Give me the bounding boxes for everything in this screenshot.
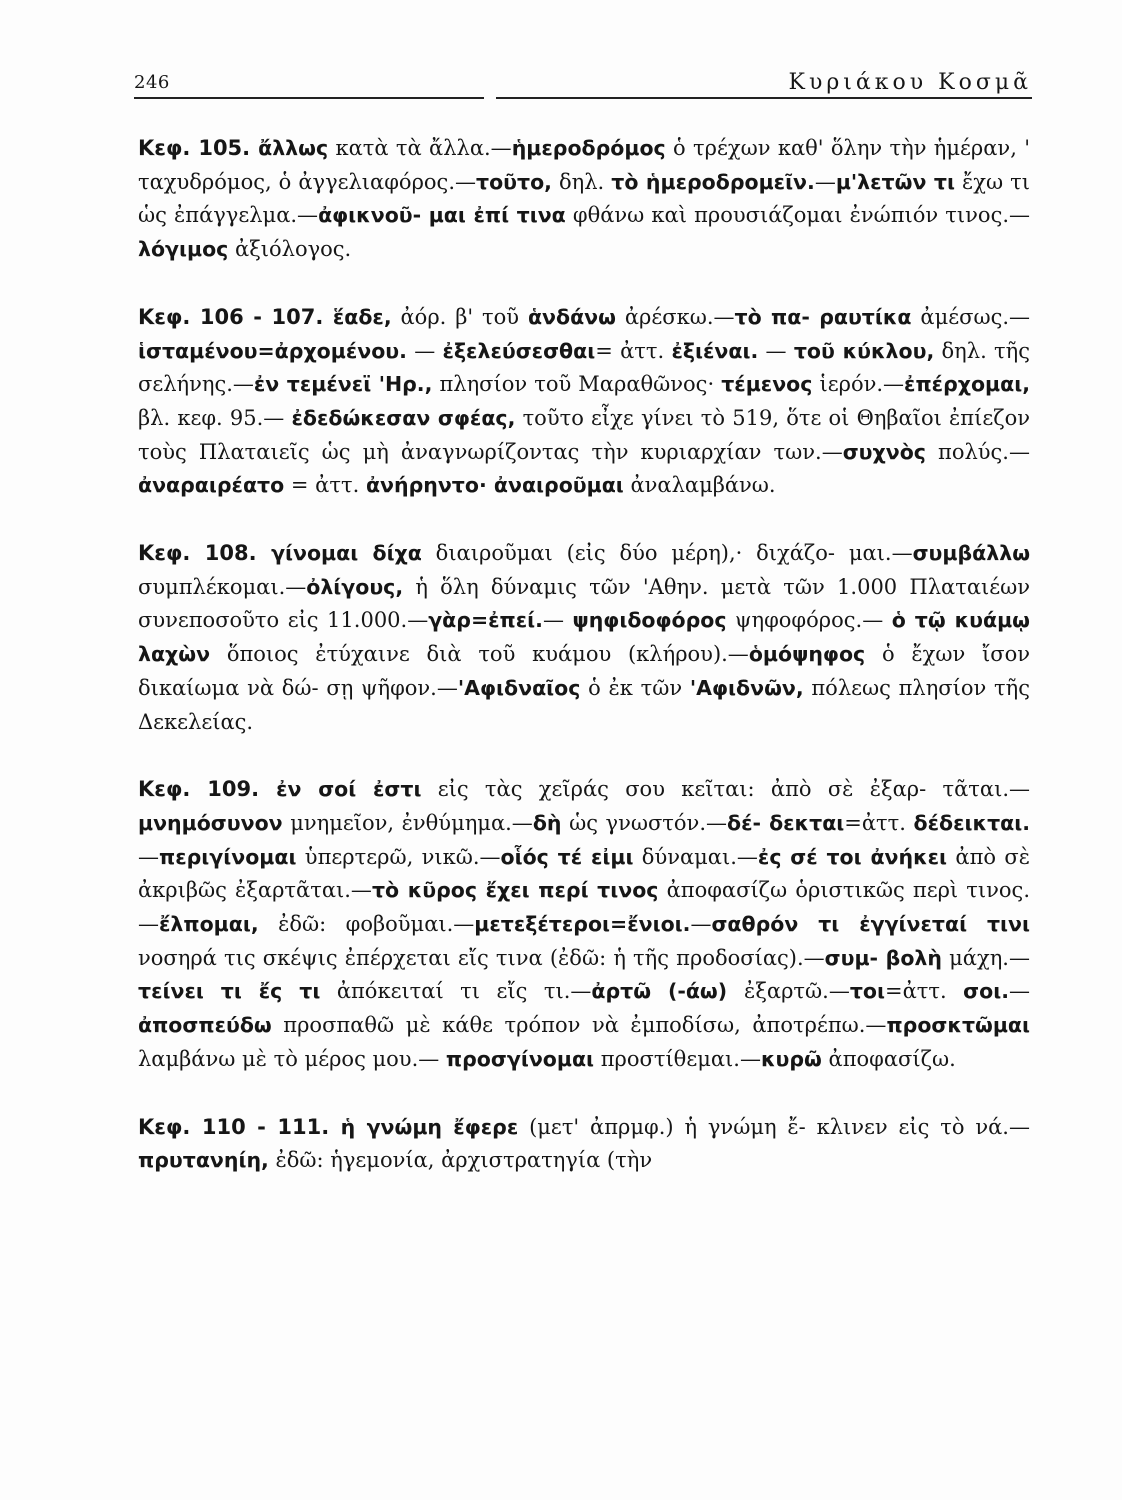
gloss-text: κατὰ τὰ ἄλλα.— <box>328 136 512 160</box>
gloss-text: συμπλέκομαι.— <box>138 574 307 599</box>
chapter-heading: Κεφ. 110 - 111. <box>138 1114 341 1139</box>
lemma-term: γίνομαι δίχα <box>271 541 422 566</box>
section-paragraph <box>138 132 1030 267</box>
gloss-text: = ἀττ. <box>595 338 672 363</box>
gloss-text: — <box>542 608 573 633</box>
gloss-text: καθ' ὅλην τὴν ἡμέραν, ' ταχυδρόμος, ὁ ἀγγελιαφόρος.— <box>138 136 1030 194</box>
gloss-text: μαι.— <box>848 541 913 566</box>
gloss-text: ἐδῶ: φοβοῦμαι.— <box>278 912 475 937</box>
lemma-term: ψηφιδοφόρος <box>572 608 727 633</box>
gloss-text: τᾶται.— <box>942 777 1030 802</box>
page-number: 246 <box>134 72 170 93</box>
lemma-term: ἁνδάνω <box>527 304 616 329</box>
lemma-term: ἐδεδώκεσαν σφέας, <box>291 405 516 430</box>
gloss-text: — <box>406 338 443 363</box>
gloss-text: ἀπὸ σὲ ἀκριβῶς ἐξαρτᾶται.— <box>138 844 1030 903</box>
lemma-term: προσγίνομαι <box>445 1046 595 1071</box>
gloss-text <box>926 440 938 464</box>
gloss-text: ἀποφασίζω ὁριστικῶς περὶ τινος.— <box>138 878 1030 937</box>
lemma-term: ἐξελεύσεσθαι <box>442 338 596 363</box>
gloss-text: τοῦτο εἶχε γίνει τὸ 519, ὅτε οἱ Θηβαῖοι ἐπίεζον <box>515 405 1030 430</box>
gloss-text: ἀρέσκω.— <box>615 304 735 329</box>
gloss-text: — <box>758 338 794 363</box>
gloss-text: εἰς τὰς χεῖράς σου κεῖται: ἀπὸ σὲ ἐξαρ- <box>421 777 943 802</box>
lemma-term: λόγιμος <box>138 237 229 262</box>
gloss-text: νὰ ἐμποδίσω, ἀποτρέπω.— <box>591 1013 887 1038</box>
gloss-text: τοὺς Πλαταιεῖς ὡς μὴ ἀναγνωρίζοντας τὴν κυριαρχίαν των.— <box>138 439 843 464</box>
gloss-text: — <box>138 844 159 869</box>
lemma-term: ἀνήρηντο· ἀναιροῦμαι <box>365 473 624 498</box>
lemma-term: κῦρος ἔχει περί τινος <box>407 878 659 903</box>
chapter-heading: Κεφ. 106 - 107. <box>138 304 333 329</box>
gloss-text: ὡς γνωστόν.— <box>561 810 728 835</box>
lemma-term: σαθρόν τι ἐγγίνεταί τινι <box>711 912 1030 937</box>
lemma-term: ἄλλως <box>258 136 329 160</box>
gloss-text: Δεκελείας. <box>138 709 254 734</box>
lemma-term: σοι. <box>963 979 1009 1004</box>
section-paragraph <box>138 1111 1030 1178</box>
gloss-text: — <box>1008 979 1030 1004</box>
lemma-term: τὸ πα- <box>734 304 820 329</box>
header-rule-left <box>134 97 484 99</box>
gloss-text: ἀόρ. β' τοῦ <box>391 304 528 329</box>
gloss-text: δύναμαι.— <box>633 844 758 869</box>
gloss-text: μάχη.— <box>942 945 1030 970</box>
lemma-term: 'Αφιδναῖος <box>457 675 581 700</box>
lemma-term: ἀρτῶ (-άω) <box>591 979 745 1004</box>
lemma-term: τοῦτο, <box>476 169 552 194</box>
gloss-text: ἀποφασίζω. <box>821 1046 956 1071</box>
gloss-text: ἱερόν.— <box>812 372 905 397</box>
running-head: Κυριάκου Κοσμᾶ <box>788 70 1032 95</box>
gloss-text: πολύς.— <box>938 439 1030 464</box>
lemma-term: μνημόσυνον <box>138 810 283 835</box>
lemma-term: ἡ γνώμη ἔφερε <box>340 1114 519 1139</box>
chapter-heading: Κεφ. 108. <box>138 541 272 566</box>
lemma-term: πρυτανηίη, <box>138 1148 269 1173</box>
gloss-text <box>228 237 235 261</box>
gloss-text: ψηφοφόρος.— <box>726 608 892 633</box>
section-paragraph <box>138 773 1030 1076</box>
gloss-text: = ἀττ. <box>284 473 366 498</box>
lemma-term: συμβάλλω <box>912 541 1031 566</box>
gloss-text: βλ. κεφ. 95.— <box>138 405 292 430</box>
lemma-term: δέ- <box>727 810 770 835</box>
lemma-term: τείνει τι ἔς τι <box>138 979 321 1004</box>
gloss-text: πόλεως πλησίον τῆς <box>803 675 1030 700</box>
gloss-text: κλινεν εἰς τὸ νά.— <box>816 1114 1030 1139</box>
lemma-term: μετεξέτεροι=ἔνιοι. <box>474 912 691 937</box>
lemma-term: δὴ <box>532 810 562 835</box>
lemma-term: εἰμι <box>590 844 634 869</box>
lemma-term: τὸ <box>371 878 408 903</box>
header-rule-right <box>496 97 1032 99</box>
lemma-term: μαι ἐπί τινα <box>428 203 566 228</box>
lemma-term: 'Αφιδνῶν, <box>689 675 804 700</box>
lemma-term: μ'λετῶν τι <box>835 169 955 194</box>
lemma-term: ἐν τεμένεϊ 'Ηρ., <box>253 372 433 397</box>
gloss-text: λαμβάνω μὲ τὸ μέρος μου.— <box>138 1046 446 1071</box>
lemma-term: τὸ ἡμεροδρομεῖν. <box>611 169 815 194</box>
gloss-text: ἀμέσως.— <box>911 304 1031 329</box>
gloss-text: ὁ ἔχων ἴσον δικαίωμα νὰ δώ- <box>138 642 1030 700</box>
gloss-text: δηλ. <box>551 169 612 194</box>
lemma-term: ἐν σοί ἐστι <box>276 777 422 802</box>
lemma-term: ὁ τῷ κυάμῳ λαχὼν <box>138 608 1030 667</box>
gloss-text: ἔχω τι ὡς ἐπάγγελμα.— <box>138 169 1030 228</box>
gloss-text: ἀπόκειταί τι εἴς τι.— <box>320 979 592 1004</box>
lemma-term: προσκτῶμαι <box>886 1013 1030 1038</box>
page-header <box>134 66 1032 100</box>
lemma-term: ἱσταμένου=ἀρχομένου. <box>138 338 407 363</box>
gloss-text: προσπαθῶ μὲ κάθε τρόπον <box>271 1013 592 1038</box>
lemma-term: ἔλπομαι, <box>159 912 259 937</box>
lemma-term: τοι <box>849 979 885 1004</box>
lemma-term: ἕαδε, <box>332 304 392 329</box>
section-paragraph <box>138 537 1030 739</box>
gloss-text: =ἀττ. <box>844 810 914 835</box>
lemma-term: ἀποσπεύδω <box>138 1013 272 1038</box>
gloss-text: — <box>690 912 712 937</box>
chapter-heading: Κεφ. 109. <box>138 777 277 802</box>
lemma-term: ἐπέρχομαι, <box>904 372 1030 397</box>
lemma-term: ἐς σέ τοι ἀνήκει <box>757 844 948 869</box>
gloss-text: μνημεῖον, ἐνθύμημα.— <box>282 810 533 835</box>
commentary-section <box>138 301 1030 503</box>
gloss-text: ἐξαρτῶ.— <box>744 979 850 1004</box>
gloss-text: ὁ ἐκ τῶν <box>580 675 690 700</box>
commentary-section <box>138 132 1030 267</box>
lemma-term: γὰρ=ἐπεί. <box>428 608 543 633</box>
gloss-text: ἐδῶ: ἡγεμονία, ἀρχιστρατηγία (τὴν <box>268 1148 653 1173</box>
lemma-term: ὁμόψηφος <box>748 642 866 667</box>
section-paragraph <box>138 301 1030 503</box>
lemma-term: συμ- <box>824 945 886 970</box>
chapter-heading: Κεφ. 105. <box>138 136 259 160</box>
lemma-term: ἀφικνοῦ- <box>318 203 429 228</box>
lemma-term: δεκται <box>769 810 845 835</box>
lemma-term: οἷός τέ <box>500 844 591 869</box>
gloss-text: διαιροῦμαι (εἰς δύο μέρη),· διχάζο- <box>421 541 849 566</box>
gloss-text: — <box>814 169 836 194</box>
lemma-term: ἐξιέναι. <box>671 338 759 363</box>
lemma-term: τέμενος <box>721 372 813 397</box>
lemma-term: περιγίνομαι <box>159 844 297 869</box>
gloss-text: ὑπερτερῶ, νικῶ.— <box>296 844 501 869</box>
lemma-term: ὀλίγους, <box>306 574 404 599</box>
gloss-text: ὅποιος ἐτύχαινε <box>210 642 427 667</box>
gloss-text: δηλ. τῆς σελήνης.— <box>138 338 1030 397</box>
gloss-text: ἡ ὅλη δύναμις τῶν 'Αθην. <box>403 574 721 599</box>
lemma-term: δέδεικται. <box>913 810 1031 835</box>
gloss-text: (μετ' ἀπρμφ.) ἡ γνώμη ἔ- <box>518 1114 817 1139</box>
gloss-text: διὰ τοῦ κυάμου (κλήρου).— <box>426 642 749 667</box>
lemma-term: ἀναραιρέατο <box>138 473 285 498</box>
commentary-section <box>138 1111 1030 1178</box>
lemma-term: κυρῶ <box>760 1046 822 1071</box>
lemma-term: βολὴ <box>885 945 942 970</box>
commentary-section <box>138 537 1030 739</box>
gloss-text: =ἀττ. <box>884 979 964 1004</box>
lemma-term: συχνὸς <box>842 439 926 464</box>
gloss-text: πλησίον τοῦ Μαραθῶνος· <box>439 372 722 397</box>
lemma-term: ραυτίκα <box>819 304 912 329</box>
commentary-body <box>138 132 1030 1212</box>
gloss-text: ἀναλαμβάνω. <box>623 473 776 498</box>
gloss-text: νοσηρά τις σκέψις ἐπέρχεται εἴς τινα (ἐδῶ: ἡ τῆς προδοσίας).— <box>138 945 825 970</box>
gloss-text: μετὰ τῶν 1.000 Πλαταιέων συνεποσοῦτο εἰς 11.000.— <box>138 574 1031 633</box>
gloss-text <box>259 912 278 936</box>
gloss-text: σῃ ψῆφον.— <box>326 675 458 700</box>
gloss-text: προστίθεμαι.— <box>594 1046 761 1071</box>
lemma-term: τοῦ κύκλου, <box>793 338 935 363</box>
gloss-text: ἀξιόλογος. <box>235 237 352 262</box>
gloss-text: φθάνω καὶ προυσιάζομαι ἐνώπιόν τινος.— <box>565 203 1031 228</box>
gloss-text: ὁ τρέχων <box>665 136 778 160</box>
lemma-term: ἡμεροδρόμος <box>511 136 666 160</box>
commentary-section <box>138 773 1030 1076</box>
